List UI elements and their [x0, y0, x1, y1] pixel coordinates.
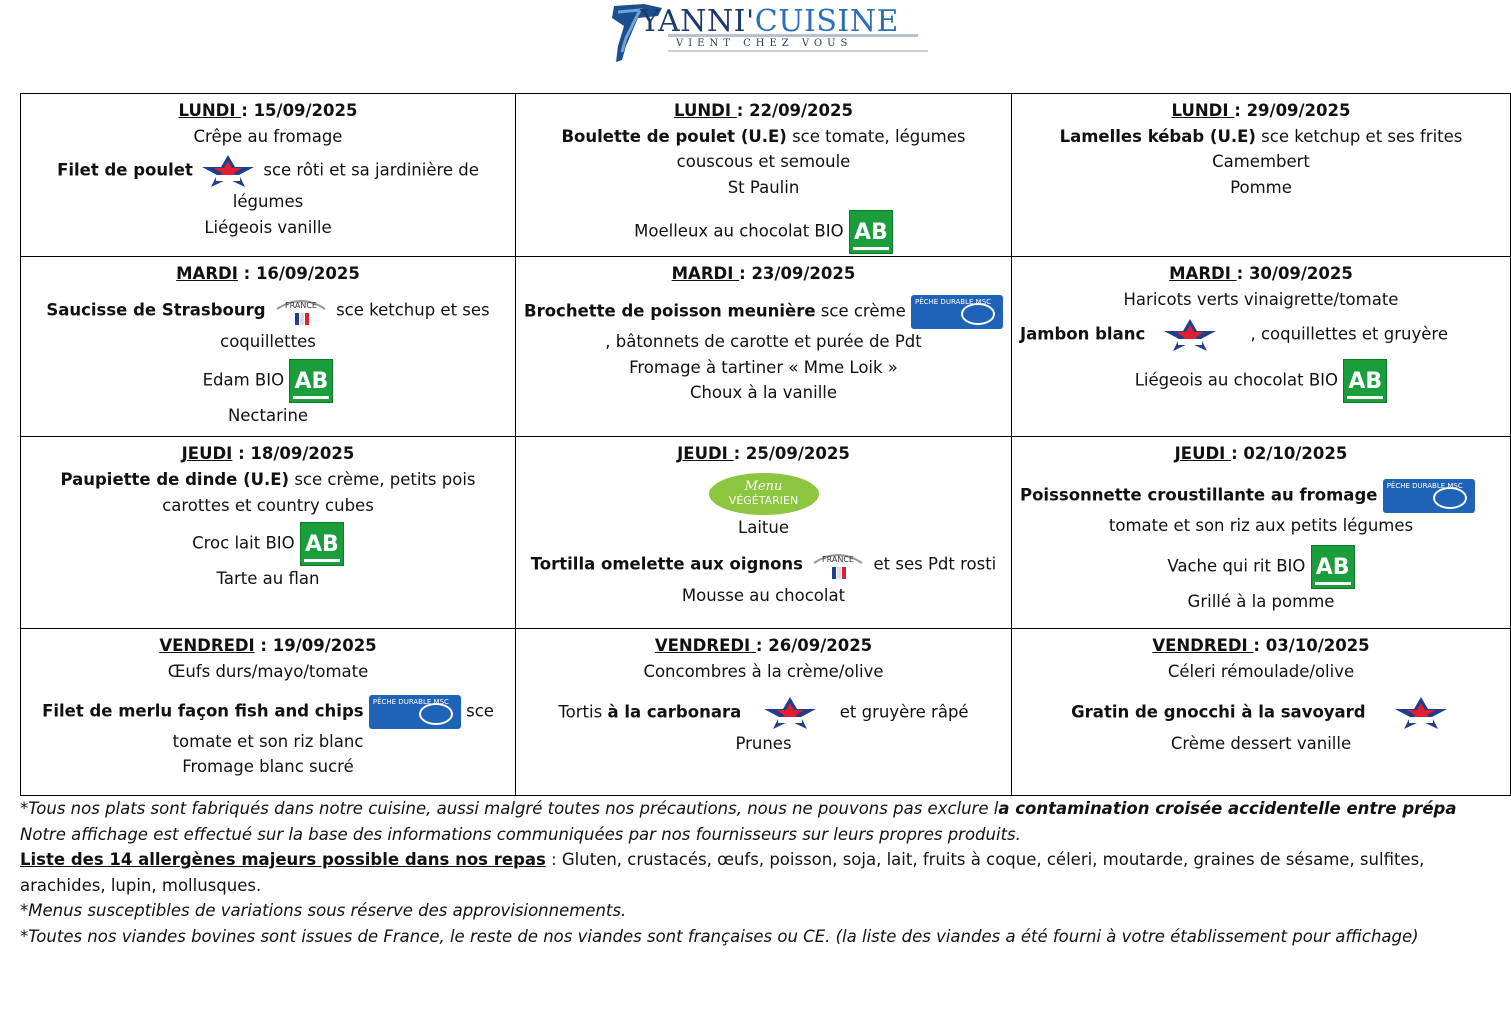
france-origin-label-icon [808, 547, 868, 583]
dessert-line: Fromage blanc sucré [182, 757, 354, 777]
dish-line: Paupiette de dinde (U.E) sce crème, petits pois carottes et country cubes [60, 469, 476, 515]
cheese-line: Croc lait BIO AB [29, 522, 507, 566]
menu-cell [1012, 629, 1511, 796]
dessert-line: Prunes [735, 733, 792, 753]
day-heading: MARDI : 30/09/2025 [1169, 264, 1353, 284]
menu-cell [516, 257, 1012, 437]
msc-sustainable-fishing-label-icon: PÊCHE DURABLE MSC [369, 695, 461, 729]
cheese-line: St Paulin [727, 177, 800, 197]
cheese-line: Camembert [1212, 152, 1310, 172]
msc-sustainable-fishing-label-icon: PÊCHE DURABLE MSC [911, 295, 1003, 329]
starter-line: Œufs durs/mayo/tomate [167, 661, 369, 681]
svg-text:FRANCE: FRANCE [822, 554, 855, 564]
dish-line: Poissonnette croustillante au fromage PÊCHE DURABLE MSC [1020, 479, 1502, 513]
menu-cell [516, 94, 1012, 257]
footnotes [20, 796, 1480, 950]
menu-cell [516, 629, 1012, 796]
day-heading: VENDREDI : 26/09/2025 [654, 636, 873, 656]
dish-line: Brochette de poisson meunière sce crème PÊCHE DURABLE MSC , bâtonnets de carotte et purée de Pdt [524, 295, 1003, 355]
viande-francaise-label-icon [1160, 317, 1220, 353]
cheese-line: Vache qui rit BIO AB [1020, 545, 1502, 589]
starter-line: Concombres à la crème/olive [643, 661, 884, 681]
menu-vegetarien-icon: Menu VÉGÉTARIEN [524, 473, 1003, 515]
dessert-line: Moelleux au chocolat BIO AB [524, 210, 1003, 254]
menu-cell [21, 257, 516, 437]
menu-cell [516, 437, 1012, 629]
menu-cell [1012, 257, 1511, 437]
day-heading: MARDI : 16/09/2025 [176, 264, 360, 284]
menu-table [20, 93, 1511, 796]
ab-bio-label-icon: AB [289, 359, 333, 403]
dish-line: Jambon blanc , coquillettes et gruyère [1020, 317, 1502, 353]
day-heading: LUNDI : 22/09/2025 [674, 101, 853, 120]
starter-line: Céleri rémoulade/olive [1167, 661, 1355, 681]
table-row [21, 257, 1511, 437]
table-row [21, 94, 1511, 257]
day-heading: JEUDI : 25/09/2025 [677, 444, 850, 464]
dish-line: Gratin de gnocchi à la savoyard [1020, 695, 1502, 731]
ab-bio-label-icon: AB [1343, 359, 1387, 403]
note-meat-origin: *Toutes nos viandes bovines sont issues de France, le reste de nos viandes sont françaises ou CE. (la liste des viandes a été fourni à votre établissement pour affichage) [20, 926, 1419, 946]
menu-cell [1012, 437, 1511, 629]
svg-text:FRANCE: FRANCE [284, 300, 317, 310]
logo-title: YANNI'CUISINE [640, 4, 899, 39]
starter-line: Laitue [738, 517, 789, 537]
dish-line: Tortis à la carbonara et gruyère râpé [524, 695, 1003, 731]
dessert-line: Mousse au chocolat [681, 585, 846, 605]
dessert-line: Nectarine [227, 405, 309, 425]
day-heading: JEUDI : 02/10/2025 [1174, 444, 1348, 464]
table-row [21, 437, 1511, 629]
day-heading: LUNDI : 15/09/2025 [178, 101, 358, 120]
dish-line: Crêpe au fromage [193, 126, 343, 146]
note-supplier-info: Notre affichage est effectué sur la base des informations communiquées par nos fournisseurs sur leurs propres produits. [20, 824, 1021, 844]
menu-cell [21, 94, 516, 257]
dish-line: Lamelles kébab (U.E) sce ketchup et ses frites [1059, 126, 1463, 146]
dessert-line: Grillé à la pomme [1187, 591, 1335, 611]
cheese-line: Edam BIO AB [29, 359, 507, 403]
viande-francaise-label-icon [1391, 695, 1451, 731]
day-heading: MARDI : 23/09/2025 [671, 264, 856, 284]
dish-line: Filet de merlu façon fish and chips PÊCHE DURABLE MSC sce tomate et son riz blanc [29, 695, 507, 755]
note-variations: *Menus susceptibles de variations sous réserve des approvisionnements. [20, 901, 627, 921]
viande-francaise-label-icon [760, 695, 820, 731]
day-heading: LUNDI : 29/09/2025 [1171, 101, 1351, 120]
note-allergens-cont: arachides, lupin, mollusques. [20, 875, 262, 895]
menu-cell [21, 629, 516, 796]
menu-cell [1012, 94, 1511, 257]
ab-bio-label-icon: AB [849, 210, 893, 254]
table-row [21, 629, 1511, 796]
menu-cell [21, 437, 516, 629]
starter-line: Haricots verts vinaigrette/tomate [1123, 289, 1399, 309]
day-heading: JEUDI : 18/09/2025 [181, 444, 355, 464]
dessert-line: Liégeois vanille [204, 217, 332, 237]
dessert-line: Tarte au flan [216, 569, 320, 589]
dessert-line: Liégeois au chocolat BIO AB [1020, 359, 1502, 403]
cheese-line: Fromage à tartiner « Mme Loik » [629, 357, 898, 377]
dish-line: Boulette de poulet (U.E) sce tomate, légumes couscous et semoule [561, 126, 966, 172]
ab-bio-label-icon: AB [1311, 545, 1355, 589]
dish-line: Saucisse de Strasbourg FRANCE sce ketchup et ses coquillettes [29, 293, 507, 355]
note-contamination: *Tous nos plats sont fabriqués dans notre cuisine, aussi malgré toutes nos précautions, nous ne pouvons pas exclure la contamination croisée accidentelle entre prépa [20, 799, 1457, 818]
day-heading: VENDREDI : 03/10/2025 [1152, 636, 1370, 656]
volaille-francaise-label-icon [198, 153, 258, 189]
dessert-line: Crème dessert vanille [1170, 733, 1352, 753]
ab-bio-label-icon: AB [300, 522, 344, 566]
dish-line: Filet de poulet sce rôti et sa jardinière de légumes [29, 153, 507, 215]
france-origin-label-icon [271, 293, 331, 329]
dish-line: Tortilla omelette aux oignons FRANCE et ses Pdt rosti [524, 547, 1003, 583]
note-allergens: Liste des 14 allergènes majeurs possible dans nos repas : Gluten, crustacés, œufs, poisson, soja, lait, fruits à coque, céleri, moutarde, graines de sésame, sulfites, [20, 850, 1425, 870]
day-heading: VENDREDI : 19/09/2025 [159, 636, 377, 656]
logo-tagline: VIENT CHEZ VOUS [676, 38, 853, 49]
dish-name: Filet de poulet [57, 160, 193, 180]
dessert-line: Choux à la vanille [689, 383, 838, 403]
dish-line-cont: tomate et son riz aux petits légumes [1108, 515, 1414, 535]
dessert-line: Pomme [1230, 177, 1292, 197]
msc-sustainable-fishing-label-icon: PÊCHE DURABLE MSC [1383, 479, 1475, 513]
